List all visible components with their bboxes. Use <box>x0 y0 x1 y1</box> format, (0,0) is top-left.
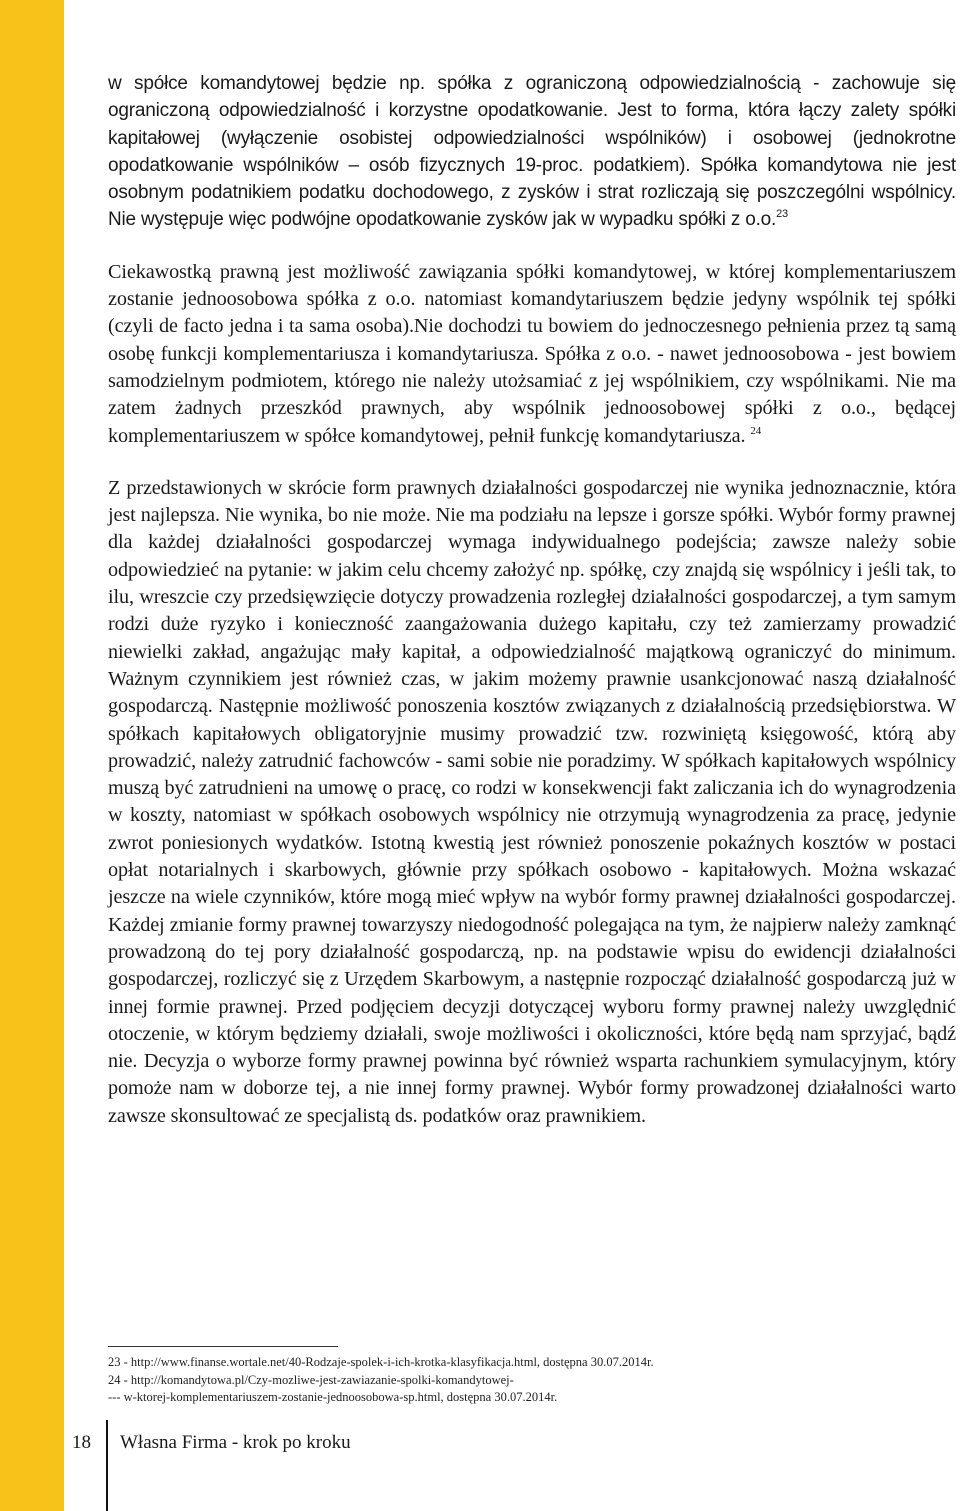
footnote-ref-24[interactable]: 24 <box>750 424 762 437</box>
page-number: 18 <box>72 1432 91 1453</box>
sidebar-stripe <box>0 0 64 1511</box>
footnotes <box>108 1354 956 1407</box>
footnote-divider <box>108 1346 338 1347</box>
footer-divider <box>106 1420 108 1511</box>
paragraph-1-text: w spółce komandytowej będzie np. spółka z ograniczoną odpowiedzialnością - zachowuje się ograniczoną odpowiedzialność i korzystne opodatkowanie. Jest to forma, która łączy zalety spółki kapitałowej (wyłączenie osobistej odpowiedzialności wspólników) i osobowej (jednokrotne opodatkowanie wspólników – osób fizycznych 19-proc. podatkiem). Spółka komandytowa nie jest osobnym podatnikiem podatku dochodowego, z zysków i strat rozliczają się poszczególni wspólnicy. Nie występuje więc podwójne opodatkowanie zysków jak w wypadku spółki z o.o. <box>108 73 956 231</box>
footnote-ref-23[interactable]: 23 <box>776 208 788 221</box>
paragraph-3-text: Z przedstawionych w skrócie form prawnych działalności gospodarczej nie wynika jednoznacznie, która jest najlepsza. Nie wynika, bo nie może. Nie ma podziału na lepsze i gorsze spółki. Wybór formy prawnej dla każdej działalności gospodarczej wymaga indywidualnego podejścia; zawsze należy sobie odpowiedzieć na pytanie: w jakim celu chcemy założyć np. spółkę, czy znajdą się wspólnicy i jeśli tak, to ilu, wreszcie czy przedsięwzięcie dotyczy prowadzenia rozległej działalności gospodarczej, a tym samym rodzi duże ryzyko i konieczność zaangażowania dużego kapitału, czy też zamierzamy prowadzić niewielki zakład, angażując mały kapitał, a odpowiedzialność majątkową ograniczyć do minimum. Ważnym czynnikiem jest również czas, w jakim możemy prawnie usankcjonować naszą działalność gospodarczą. Następnie możliwość ponoszenia kosztów związanych z działalnością przedsiębiorstwa. W spółkach kapitałowych obligatoryjnie musimy prowadzić tzw. rozwiniętą księgowość, którą aby prowadzić, należy zatrudnić fachowców - sami sobie nie poradzimy. W spółkach kapitałowych wspólnicy muszą być zatrudnieni na umowę o pracę, co rodzi w konsekwencji fakt zaliczania ich do wynagrodzenia w koszty, natomiast w spółkach osobowych wspólnicy nie otrzymują wynagrodzenia za pracę, jedynie zwrot poniesionych wydatków. Istotną kwestią jest również ponoszenie pokaźnych kosztów w postaci opłat notarialnych i skarbowych, głównie przy spółkach osobowo - kapitałowych. Można wskazać jeszcze na wiele czynników, które mogą mieć wpływ na wybór formy prawnej działalności gospodarczej. Każdej zmianie formy prawnej towarzyszy niedogodność polegająca na tym, że najpierw należy zamknąć prowadzoną do tej pory działalność gospodarczą, np. na podstawie wpisu do ewidencji działalności gospodarczej, rozliczyć się z Urzędem Skarbowym, a następnie rozpocząć działalność gospodarczą już w innej formie prawnej. Przed podjęciem decyzji dotyczącej wyboru formy prawnej należy uwzględnić otoczenie, w którym będziemy działali, swoje możliwości i okoliczności, które będą nam sprzyjać, bądź nie. Decyzja o wyborze formy prawnej powinna być również wsparta rachunkiem symulacyjnym, który pomoże nam w doborze tej, a nie innej formy prawnej. Wybór formy prowadzonej działalności warto zawsze skonsultować ze specjalistą ds. podatków oraz prawnikiem. <box>108 476 956 1127</box>
paragraph-2-text: Ciekawostką prawną jest możliwość zawiązania spółki komandytowej, w której komplementariuszem zostanie jednoosobowa spółka z o.o. natomiast komandytariuszem będzie jedyny wspólnik tej spółki (czyli de facto jedna i ta sama osoba).Nie dochodzi tu bowiem do jednoczesnego pełnienia przez tą samą osobę funkcji komplementariusza i komandytariusza. Spółka z o.o. - nawet jednoosobowa - jest bowiem samodzielnym podmiotem, którego nie należy utożsamiać z jej wspólnikiem, czy wspólnikami. Nie ma zatem żadnych przeszkód prawnych, aby wspólnik jednoosobowej spółki z o.o., będącej komplementariuszem w spółce komandytowej, pełnił funkcję komandytariusza. <box>108 260 956 447</box>
footnote-23: 23 - http://www.finanse.wortale.net/40-Rodzaje-spolek-i-ich-krotka-klasyfikacja.html, dostępna 30.07.2014r. <box>108 1355 654 1369</box>
footnote-24-continued: --- w-ktorej-komplementariuszem-zostanie-jednoosobowa-sp.html, dostępna 30.07.2014r. <box>108 1390 558 1404</box>
paragraph-3 <box>108 475 956 1130</box>
page-body <box>108 70 956 1130</box>
paragraph-2 <box>108 259 956 450</box>
footer-title: Własna Firma - krok po kroku <box>120 1432 351 1453</box>
footnote-24: 24 - http://komandytowa.pl/Czy-mozliwe-jest-zawiazanie-spolki-komandytowej- <box>108 1372 514 1387</box>
paragraph-1 <box>108 70 956 234</box>
